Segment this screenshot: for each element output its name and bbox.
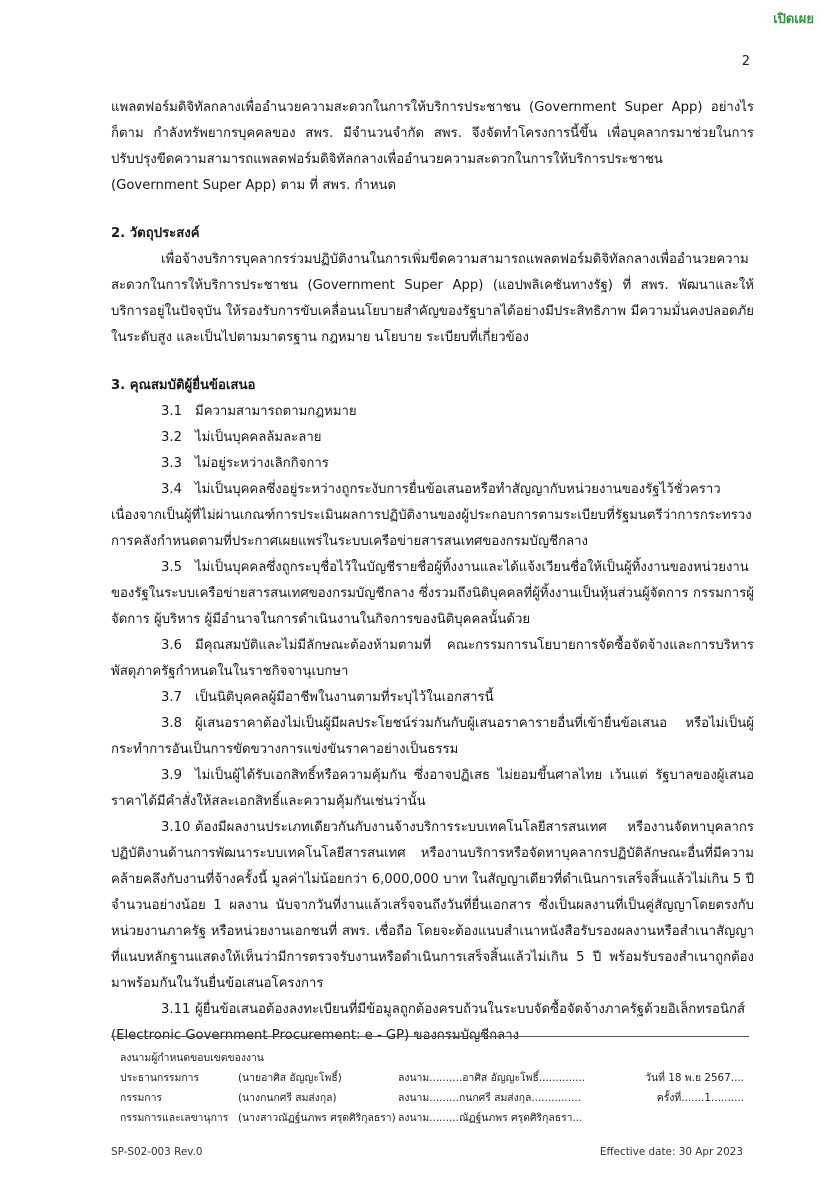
qualification-item xyxy=(111,997,754,1049)
qualification-item xyxy=(111,685,754,711)
qualification-item xyxy=(111,425,754,451)
signature-block xyxy=(120,1048,744,1128)
item-number: 3.8 xyxy=(161,716,182,731)
item-text: ไม่เป็นบุคคลซึ่งถูกระบุชื่อไว้ในบัญชีรายชื่อผู้ทิ้งงานและได้แจ้งเวียนชื่อให้เป็นผู้ทิ้งงานของหน่วยงานของรัฐในระบบเครือข่ายสารสนเทศของกรมบัญชีกลาง ซึ่งรวมถึงนิติบุคคลที่ผู้ทิ้งงานเป็นหุ้นส่วนผู้จัดการ กรรมการผู้จัดการ ผู้บริหาร ผู้มีอำนาจในการดำเนินงานในกิจการของนิติบุคคลนั้นด้วย xyxy=(111,560,754,627)
signer-name: (นายอาศิส อัญญะโพธิ์) xyxy=(238,1072,342,1084)
qualification-item xyxy=(111,815,754,997)
signature-extra: ครั้งที่.......1.......... xyxy=(656,1092,744,1104)
item-text: ไม่อยู่ระหว่างเลิกกิจการ xyxy=(195,456,329,471)
classification-badge: เปิดเผย xyxy=(773,12,814,27)
item-number: 3.4 xyxy=(161,482,182,497)
signature-line: ลงนาม.........ณัฏฐ์นภพร ศรุตศิริกุลธรา... xyxy=(398,1112,583,1124)
section-2-heading: 2. วัตถุประสงค์ xyxy=(111,226,200,241)
doc-code: SP-S02-003 Rev.0 xyxy=(111,1146,203,1158)
signer-role: กรรมการ xyxy=(120,1092,163,1104)
item-number: 3.2 xyxy=(161,430,182,445)
page-number: 2 xyxy=(741,54,750,69)
item-number: 3.7 xyxy=(161,690,182,705)
item-text: มีความสามารถตามกฎหมาย xyxy=(195,404,357,419)
item-number: 3.5 xyxy=(161,560,182,575)
document-body xyxy=(111,95,754,1049)
signer-name: (นางกนกศรี สมส่งกุล) xyxy=(238,1092,337,1104)
item-number: 3.9 xyxy=(161,768,182,783)
qualification-list xyxy=(111,399,754,1049)
qualification-item xyxy=(111,555,754,633)
item-number: 3.11 xyxy=(161,1002,191,1017)
effective-date: Effective date: 30 Apr 2023 xyxy=(599,1146,743,1158)
signature-title: ลงนามผู้กำหนดขอบเขตของงาน xyxy=(120,1052,264,1064)
item-text: เป็นนิติบุคคลผู้มีอาชีพในงานตามที่ระบุไว้ในเอกสารนี้ xyxy=(195,690,494,705)
intro-paragraph: แพลตฟอร์มดิจิทัลกลางเพื่ออำนวยความสะดวกในการให้บริการประชาชน (Government Super App) อย่างไรก็ตาม กำลังทรัพยากรบุคคลของ สพร. มีจำนวนจำกัด สพร. จึงจัดทำโครงการนี้ขึ้น เพื่อบุคลากรมาช่วยในการปรับปรุงขีดความสามารถแพลตฟอร์มดิจิทัลกลางเพื่ออำนวยความสะดวกในการให้บริการประชาชน (Government Super App) ตาม ที่ สพร. กำหนด xyxy=(111,100,754,193)
item-text: ผู้เสนอราคาต้องไม่เป็นผู้มีผลประโยชน์ร่วมกันกับผู้เสนอราคารายอื่นที่เข้ายื่นข้อเสนอ หรือไม่เป็นผู้กระทำการอันเป็นการขัดขวางการแข่งขันราคาอย่างเป็นธรรม xyxy=(111,716,754,757)
divider xyxy=(111,1036,749,1037)
signature-line: ลงนาม.........กนกศรี สมส่งกุล............... xyxy=(398,1092,581,1104)
signer-role: ประธานกรรมการ xyxy=(120,1072,200,1084)
item-text: ไม่เป็นบุคคลซึ่งอยู่ระหว่างถูกระงับการยื่นข้อเสนอหรือทำสัญญากับหน่วยงานของรัฐไว้ชั่วคราว เนื่องจากเป็นผู้ที่ไม่ผ่านเกณฑ์การประเมินผลการปฏิบัติงานของผู้ประกอบการตามระเบียบที่รัฐมนตรีว่าการกระทรวงการคลังกำหนดตามที่ประกาศเผยแพร่ในระบบเครือข่ายสารสนเทศของกรมบัญชีกลาง xyxy=(111,482,752,549)
item-text: ผู้ยื่นข้อเสนอต้องลงทะเบียนที่มีข้อมูลถูกต้องครบถ้วนในระบบจัดซื้อจัดจ้างภาครัฐด้วยอิเล็กทรอนิกส์ (Electronic Government Procurement: e - GP) ของกรมบัญชีกลาง xyxy=(111,1002,746,1043)
qualification-item xyxy=(111,633,754,685)
item-number: 3.6 xyxy=(161,638,182,653)
item-text: ไม่เป็นผู้ได้รับเอกสิทธิ์หรือความคุ้มกัน ซึ่งอาจปฏิเสธ ไม่ยอมขึ้นศาลไทย เว้นแต่ รัฐบาลของผู้เสนอราคาได้มีคำสั่งให้สละเอกสิทธิ์และความคุ้มกันเช่นว่านั้น xyxy=(111,768,754,809)
item-number: 3.1 xyxy=(161,404,182,419)
item-text: ต้องมีผลงานประเภทเดียวกันกับงานจ้างบริการระบบเทคโนโลยีสารสนเทศ หรืองานจัดหาบุคลากรปฏิบัติงานด้านการพัฒนาระบบเทคโนโลยีสารสนเทศ หรืองานบริการหรือจัดหาบุคลากรปฏิบัติลักษณะอื่นที่มีความคล้ายคลึงกับงานที่จ้างครั้งนี้ มูลค่าไม่น้อยกว่า 6,000,000 บาท ในสัญญาเดียวที่ดำเนินการเสร็จสิ้นแล้วไม่เกิน 5 ปี จำนวนอย่างน้อย 1 ผลงาน นับจากวันที่งานแล้วเสร็จจนถึงวันที่ยื่นเอกสาร ซึ่งเป็นผลงานที่เป็นคู่สัญญาโดยตรงกับหน่วยงานภาครัฐ หรือหน่วยงานเอกชนที่ สพร. เชื่อถือ โดยจะต้องแนบสำเนาหนังสือรับรองผลงานหรือสำเนาสัญญาที่แนบหลักฐานแสดงให้เห็นว่ามีการตรวจรับงานหรือดำเนินการเสร็จสิ้นแล้วไม่เกิน 5 ปี พร้อมรับรองสำเนาถูกต้องมาพร้อมกันในวันยื่นข้อเสนอโครงการ xyxy=(111,820,754,991)
item-text: มีคุณสมบัติและไม่มีลักษณะต้องห้ามตามที่ คณะกรรมการนโยบายการจัดซื้อจัดจ้างและการบริหารพัสดุภาครัฐกำหนดในในราชกิจจานุเบกษา xyxy=(111,638,754,679)
qualification-item xyxy=(111,711,754,763)
section-3-heading: 3. คุณสมบัติผู้ยื่นข้อเสนอ xyxy=(111,378,256,393)
signer-name: (นางสาวณัฏฐ์นภพร ศรุตศิริกุลธรา) xyxy=(238,1112,396,1124)
signature-row xyxy=(120,1068,744,1088)
signature-row xyxy=(120,1108,744,1128)
section-2-body: เพื่อจ้างบริการบุคลากรร่วมปฏิบัติงานในการเพิ่มขีดความสามารถแพลตฟอร์มดิจิทัลกลางเพื่ออำนวยความสะดวกในการให้บริการประชาชน (Government Super App) (แอปพลิเคชันทางรัฐ) ที่ สพร. พัฒนาและให้บริการอยู่ในปัจจุบัน ให้รองรับการขับเคลื่อนนโยบายสำคัญของรัฐบาลได้อย่างมีประสิทธิภาพ มีความมั่นคงปลอดภัยในระดับสูง และเป็นไปตามมาตรฐาน กฎหมาย นโยบาย ระเบียบที่เกี่ยวข้อง xyxy=(111,252,754,345)
item-number: 3.3 xyxy=(161,456,182,471)
qualification-item xyxy=(111,477,754,555)
qualification-item xyxy=(111,399,754,425)
signer-role: กรรมการและเลขานุการ xyxy=(120,1112,229,1124)
signature-extra: วันที่ 18 พ.ย 2567.... xyxy=(645,1072,744,1084)
item-number: 3.10 xyxy=(161,820,191,835)
signature-row xyxy=(120,1088,744,1108)
qualification-item xyxy=(111,451,754,477)
signature-line: ลงนาม..........อาศิส อัญญะโพธิ์.............. xyxy=(398,1072,586,1084)
item-text: ไม่เป็นบุคคลล้มละลาย xyxy=(195,430,322,445)
qualification-item xyxy=(111,763,754,815)
